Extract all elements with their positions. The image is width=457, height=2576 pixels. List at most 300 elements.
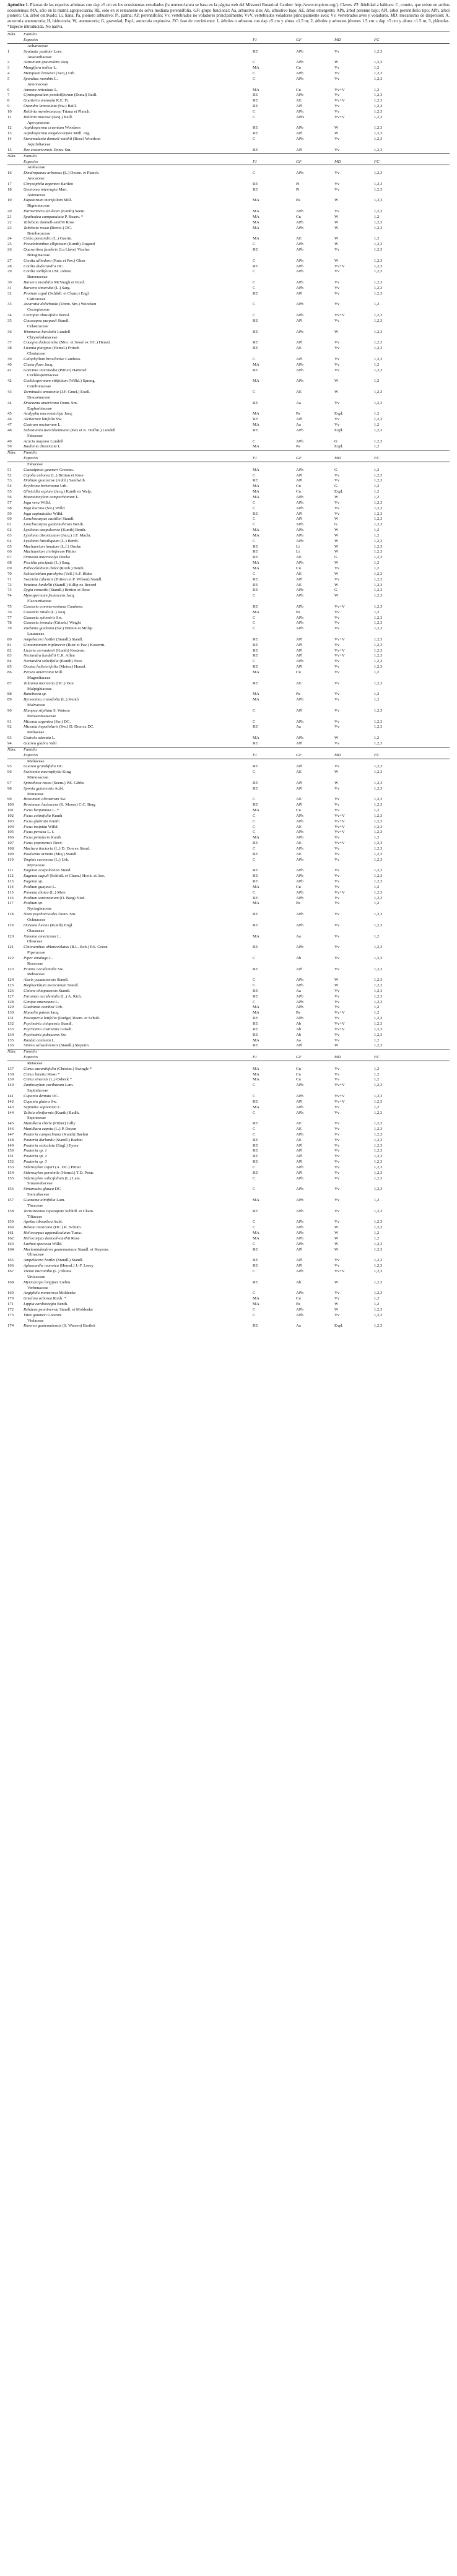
species-fi: RE	[253, 126, 258, 131]
species-binomial: Luehea speciosa	[24, 1241, 51, 1246]
species-author: McVaugh et Rzed.	[53, 280, 85, 285]
species-md: Vv	[334, 291, 340, 296]
species-fc: 1,2,3	[374, 538, 383, 543]
species-fc: 1,2,3	[374, 857, 383, 862]
species-fc: 1,2,3	[374, 319, 383, 323]
species-gf: APh	[296, 258, 303, 263]
species-num: 126	[7, 988, 14, 993]
species-name	[24, 478, 253, 484]
species-row	[7, 489, 450, 495]
species-gf: APl	[296, 473, 303, 478]
species-md: W	[334, 329, 339, 334]
species-md: W	[334, 1225, 339, 1230]
species-fi: RE	[253, 786, 258, 791]
species-name	[24, 616, 253, 621]
species-binomial: Stemmadenia donnell-smithii	[24, 137, 72, 142]
species-fc: 1,2,3	[374, 500, 383, 505]
species-fc: 1,2	[374, 1038, 380, 1043]
species-fc: 1,2,3	[374, 626, 383, 631]
species-binomial: Alchornea latifolia	[24, 417, 55, 422]
species-binomial: Cupania dentata	[24, 1093, 51, 1098]
species-num: 85	[7, 665, 12, 670]
species-md: W	[334, 225, 339, 230]
species-fi: RE	[253, 1099, 258, 1104]
family-num-blank	[7, 676, 24, 681]
species-row	[7, 242, 450, 248]
species-name	[24, 605, 253, 610]
species-fi: MA	[253, 670, 259, 674]
species-binomial: Ternstroemia tepezapote	[24, 1208, 64, 1213]
species-num: 120	[7, 934, 14, 939]
species-name	[24, 808, 253, 814]
species-fi: RE	[253, 879, 258, 884]
species-gf: Pa	[296, 198, 300, 203]
species-md: Expl.	[334, 444, 344, 449]
species-num: 54	[7, 484, 12, 489]
species-fc: 1,2	[374, 302, 380, 307]
species-row	[7, 1033, 450, 1038]
species-fc: 1,2,3	[374, 1032, 383, 1037]
species-fc: 1,2,3	[374, 1143, 383, 1148]
species-md: Vv	[334, 895, 340, 900]
species-gf: APb	[296, 868, 303, 873]
species-num: 122	[7, 955, 14, 960]
species-author: (L.) A. Rich.	[59, 994, 82, 999]
species-fc: 1,2,3	[374, 137, 383, 142]
family-num-blank	[7, 918, 24, 923]
species-md: Vv	[334, 1077, 340, 1082]
species-md: Vv	[334, 285, 340, 290]
species-num: 51	[7, 467, 12, 472]
species-binomial: Trophis racemosa	[24, 857, 53, 862]
header-md: MD	[334, 753, 374, 759]
species-row	[7, 506, 450, 512]
species-md: Vv	[334, 945, 340, 950]
species-num: 26	[7, 248, 12, 252]
family-num-blank	[7, 1116, 24, 1121]
species-gf: Cu	[296, 214, 301, 219]
header-species: Especies	[24, 38, 253, 43]
species-name	[24, 110, 253, 115]
species-author: Standl. et Steyerm.	[76, 1247, 110, 1252]
species-fc: 1,2,3	[374, 1137, 383, 1142]
species-md: Vv	[334, 868, 340, 873]
species-name	[24, 340, 253, 346]
species-num: 64	[7, 538, 12, 543]
species-binomial: Psychotria chiapensis	[24, 1022, 60, 1026]
species-row	[7, 1176, 450, 1182]
species-fc: 1,2,3	[374, 280, 383, 285]
family-name: Euphorbiaceae	[27, 406, 52, 411]
species-num: 3	[7, 66, 10, 71]
species-author: (Kunth) Radlk.	[53, 1110, 80, 1115]
family-row	[7, 434, 450, 439]
species-row	[7, 697, 450, 703]
species-gf: APb	[296, 264, 303, 269]
header-family: Familia	[24, 32, 253, 38]
species-name	[24, 137, 253, 142]
species-md: G	[334, 555, 337, 560]
species-gf: Cu	[296, 1296, 301, 1301]
species-fi: RE	[253, 49, 258, 54]
species-row	[7, 226, 450, 231]
species-row	[7, 286, 450, 291]
species-gf: APh	[296, 109, 303, 114]
species-fc: 1,2	[374, 87, 380, 92]
species-num: 87	[7, 681, 12, 686]
species-name	[24, 187, 253, 193]
species-row	[7, 77, 450, 82]
species-author: Moldenke	[58, 1291, 76, 1296]
species-fi: RE	[253, 417, 258, 422]
species-binomial: Ceiba pentandra	[24, 236, 52, 241]
species-author: Woodson	[64, 126, 81, 131]
species-author: Standl.	[66, 983, 79, 988]
family-num-blank	[7, 165, 24, 171]
species-name	[24, 736, 253, 741]
family-name: Rosaceae	[27, 961, 43, 966]
species-md: W	[334, 582, 339, 587]
species-gf: AE	[296, 841, 302, 846]
header-fc: FC	[374, 456, 450, 462]
species-md: G	[334, 522, 337, 527]
species-fc: 1,2,3	[374, 187, 383, 192]
species-author: (Pittier) Gilly	[51, 1121, 76, 1126]
species-row	[7, 588, 450, 593]
species-fc: 1,2	[374, 1198, 380, 1202]
species-num: 147	[7, 1132, 14, 1137]
species-gf: APh	[296, 137, 303, 142]
species-gf: Cu	[296, 1077, 301, 1082]
species-binomial: Psychotria pubescens	[24, 1032, 60, 1037]
species-gf: AE	[296, 555, 302, 560]
species-author: (L.) Decne. et Planch.	[62, 171, 100, 176]
species-fc: 1,2,3	[374, 978, 383, 983]
species-fi: C	[253, 955, 256, 960]
species-fc: 1,2	[374, 528, 380, 533]
species-gf: APl	[296, 803, 303, 808]
species-gf: Cu	[296, 808, 301, 813]
species-author: (Moc. et Sessé ex DC.) Hemsl.	[58, 340, 111, 345]
species-fi: MA	[253, 1038, 259, 1043]
species-fi: MA	[253, 1296, 259, 1301]
species-num: 31	[7, 285, 12, 290]
species-num: 110	[7, 857, 14, 862]
species-row	[7, 495, 450, 501]
family-row	[7, 775, 450, 781]
species-md: Vv	[334, 719, 340, 724]
species-num: 48	[7, 428, 12, 433]
species-num: 57	[7, 500, 12, 505]
species-num: 2	[7, 60, 10, 65]
header-blank	[253, 153, 296, 159]
species-fc: 1,2,3	[374, 874, 383, 879]
species-md: Vv+V	[334, 830, 345, 835]
species-name	[24, 512, 253, 517]
family-num-blank	[7, 730, 24, 736]
species-row	[7, 994, 450, 1000]
species-fi: RE	[253, 803, 258, 808]
species-binomial: Rollinia membranacea	[24, 109, 62, 114]
species-row	[7, 93, 450, 98]
species-binomial: Sideroxylon persimile	[24, 1170, 60, 1175]
species-binomial: Rollinia mucosa	[24, 114, 51, 119]
species-fi: C	[253, 983, 256, 988]
species-md: Vv	[334, 1208, 340, 1213]
species-gf: APh	[296, 528, 303, 533]
species-fc: 1,2,3	[374, 264, 383, 269]
species-fi: RE	[253, 368, 258, 373]
species-md: Vv	[334, 670, 340, 674]
species-author: Lundell	[56, 329, 71, 334]
header-blank	[7, 160, 24, 165]
species-gf: APh	[296, 561, 303, 566]
species-name	[24, 215, 253, 220]
species-name	[24, 1242, 253, 1247]
family-name: Piperaceae	[27, 950, 45, 955]
family-num-blank	[7, 324, 24, 330]
species-num: 144	[7, 1110, 14, 1115]
species-author: (Sw.) Baill.	[56, 104, 77, 109]
family-num-blank	[7, 1061, 24, 1066]
species-binomial: Garcinia intermedia	[24, 368, 58, 373]
species-gf: Aa	[296, 1038, 301, 1043]
species-name	[24, 923, 253, 929]
species-fc: 1,2,3	[374, 126, 383, 131]
species-fc: 1,2,3	[374, 291, 383, 296]
species-fc: 1,2,3	[374, 242, 383, 247]
species-author: Sw.	[50, 1099, 58, 1104]
species-row	[7, 259, 450, 264]
species-md: Vv	[334, 104, 340, 109]
species-binomial: Castrum nocturnum	[24, 423, 57, 428]
species-fi: C	[253, 615, 256, 620]
family-name: Burseraceae	[27, 275, 48, 280]
species-md: Vv	[334, 93, 340, 98]
species-fc: 1,2,3	[374, 555, 383, 560]
header-species: Especies	[24, 456, 253, 462]
species-name	[24, 1247, 253, 1253]
species-fi: MA	[253, 423, 259, 428]
family-num-blank	[7, 82, 24, 88]
species-fc: 1,2,3	[374, 741, 383, 746]
species-name	[24, 444, 253, 450]
species-num: 145	[7, 1121, 14, 1126]
species-gf: APb	[296, 329, 303, 334]
species-fc: 1,2,3	[374, 1148, 383, 1153]
species-author: (Standl.) Standl.	[55, 637, 84, 642]
species-gf: AE	[296, 236, 302, 241]
species-name	[24, 978, 253, 983]
species-gf: APh	[296, 439, 303, 444]
species-md: Vv	[334, 280, 340, 285]
species-author: Benth.	[56, 1302, 68, 1307]
species-fi: C	[253, 659, 256, 664]
species-row	[7, 512, 450, 517]
species-binomial: Simira salvadorensis	[24, 1043, 59, 1048]
family-name: Annonaceae	[27, 82, 48, 87]
species-name	[24, 71, 253, 77]
family-row	[7, 308, 450, 313]
species-name	[24, 131, 253, 137]
species-md: Vv	[334, 511, 340, 516]
species-row	[7, 637, 450, 643]
species-num: 114	[7, 884, 14, 889]
species-md: W	[334, 561, 339, 566]
species-row	[7, 501, 450, 506]
species-fc: 1,2	[374, 489, 380, 494]
species-author: (Rose) Woodson	[72, 137, 101, 142]
species-fc: 1,2,3	[374, 994, 383, 999]
species-author: (Kunth) Baehni	[61, 1132, 89, 1137]
species-fi: MA	[253, 901, 259, 906]
species-row	[7, 340, 450, 346]
species-binomial: Astronium graveolens	[24, 60, 60, 65]
table-header-row	[7, 456, 450, 462]
species-num: 12	[7, 126, 12, 131]
species-fi: RE	[253, 511, 258, 516]
species-fi: RE	[253, 967, 258, 971]
species-gf: Pa	[296, 901, 300, 906]
species-author: Urb.	[59, 484, 67, 489]
family-name: Dracaenaceae	[27, 395, 51, 400]
header-md: MD	[334, 456, 374, 462]
species-author: (L.) Blume	[52, 1269, 72, 1273]
species-fi: C	[253, 626, 256, 631]
species-fc: 1,2,3	[374, 1208, 383, 1213]
species-binomial: Clusia flava	[24, 362, 44, 367]
species-md: Vv	[334, 1137, 340, 1142]
species-fi: RE	[253, 994, 258, 999]
species-md: W	[334, 379, 339, 384]
species-name	[24, 956, 253, 962]
species-name	[24, 653, 253, 659]
species-md: Vv+V	[334, 813, 345, 818]
species-row	[7, 411, 450, 417]
species-row	[7, 945, 450, 950]
species-md: G	[334, 484, 337, 489]
species-num: 140	[7, 1083, 14, 1088]
species-row	[7, 98, 450, 104]
species-fc: 1,2	[374, 1066, 380, 1071]
species-md: Vv	[334, 478, 340, 483]
species-md: Vv	[334, 708, 340, 713]
species-table-body	[7, 32, 450, 1330]
family-row	[7, 1204, 450, 1209]
species-num: 73	[7, 588, 12, 593]
species-fi: MA	[253, 528, 259, 533]
species-fc: 1,2,3	[374, 104, 383, 109]
species-binomial: Eugenia capuli	[24, 874, 49, 879]
species-md: Vv	[334, 1187, 340, 1192]
species-num: 99	[7, 797, 12, 802]
species-md: Vv	[334, 621, 340, 626]
family-row	[7, 373, 450, 379]
species-gf: APb	[296, 874, 303, 879]
species-name	[24, 1033, 253, 1038]
species-name	[24, 368, 253, 374]
family-row	[7, 703, 450, 709]
species-name	[24, 1010, 253, 1016]
family-row	[7, 1061, 450, 1066]
species-author: L. f.	[46, 830, 54, 835]
species-author: Vahl	[48, 741, 57, 746]
family-name: Tiliaceae	[27, 1214, 43, 1219]
species-fi: C	[253, 506, 256, 510]
species-row	[7, 1225, 450, 1231]
species-gf: AE	[296, 98, 302, 103]
species-fc: 1,2	[374, 66, 380, 71]
species-md: Vv	[334, 181, 340, 186]
species-fc: 1,2,3	[374, 824, 383, 829]
species-name	[24, 489, 253, 495]
header-gf: GF	[296, 38, 334, 43]
species-gf: APh	[296, 978, 303, 983]
species-fi: C	[253, 76, 256, 81]
species-fi: MA	[253, 87, 259, 92]
species-name	[24, 236, 253, 242]
species-num: 131	[7, 1016, 14, 1021]
species-gf: Pa	[296, 1302, 300, 1307]
species-fc: 1,2,3	[374, 797, 383, 802]
species-binomial: Pithecellobium dulce	[24, 566, 59, 571]
header-fc: FC	[374, 38, 450, 43]
header-blank	[253, 32, 296, 38]
species-gf: APB	[296, 114, 305, 119]
species-binomial: Pseudobombax ellipticum	[24, 242, 67, 247]
species-fc: 1,2,3	[374, 473, 383, 478]
family-row	[7, 1319, 450, 1324]
species-gf: APl	[296, 104, 303, 109]
caption-url-link[interactable]: http://www.tropicos.org/	[294, 3, 337, 7]
family-name: Ochnaceae	[27, 917, 46, 922]
species-binomial: Citrus sinensis	[24, 1077, 48, 1082]
species-num: 93	[7, 736, 12, 741]
species-row	[7, 148, 450, 153]
species-binomial: Pouteria durlandii	[24, 1137, 54, 1142]
species-author: L.	[52, 66, 58, 71]
species-fc: 1,2	[374, 1005, 380, 1010]
species-binomial: Pouteria sp. 2	[24, 1154, 47, 1159]
species-row	[7, 444, 450, 450]
species-name	[24, 1127, 253, 1132]
family-num-blank	[7, 142, 24, 148]
species-name	[24, 709, 253, 714]
header-species: Especies	[24, 1055, 253, 1061]
table-header-row	[7, 153, 450, 159]
species-md: Vv+V	[334, 819, 345, 824]
species-md: Vv	[334, 874, 340, 879]
species-num: 76	[7, 610, 12, 614]
species-fc: 1,2	[374, 934, 380, 939]
species-row	[7, 1100, 450, 1105]
species-fc: 1,2,3	[374, 1165, 383, 1170]
species-row	[7, 110, 450, 115]
species-fc: 1,2,3	[374, 764, 383, 769]
species-binomial: Lonchocarpus guatemalensis	[24, 522, 72, 527]
species-name	[24, 1198, 253, 1204]
species-fi: RE	[253, 841, 258, 846]
species-gf: APh	[296, 1241, 303, 1246]
species-fi: RE	[253, 604, 258, 609]
family-row	[7, 204, 450, 209]
species-fc: 1,2,3	[374, 76, 383, 81]
species-fi: C	[253, 500, 256, 505]
species-fc: 1,2,3	[374, 147, 383, 152]
species-author: I.M. Johnst.	[51, 269, 72, 274]
species-num: 79	[7, 626, 12, 631]
species-name	[24, 1077, 253, 1083]
